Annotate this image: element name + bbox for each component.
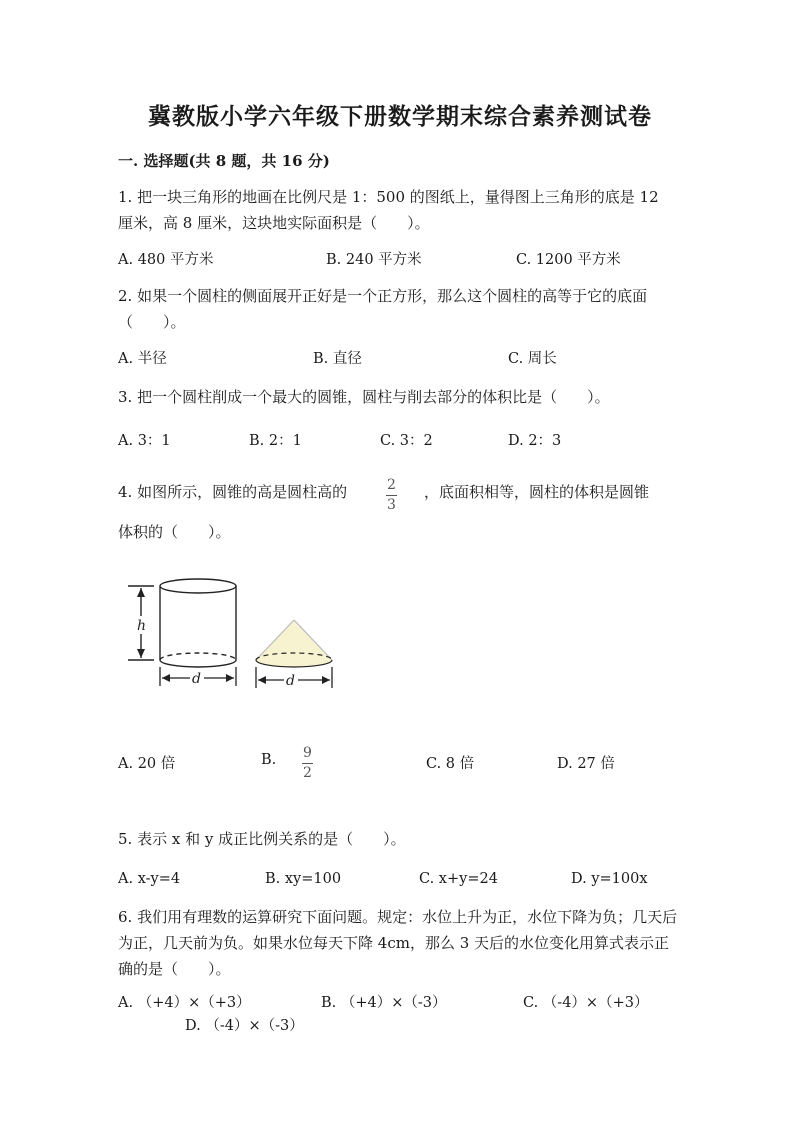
question-6-text: 6. 我们用有理数的运算研究下面问题。规定：水位上升为正，水位下降为负；几天后为正，几天前为负。如果水位每天下降 4cm，那么 3 天后的水位变化用算式表示正确的是（ ）。 <box>118 908 678 978</box>
q1-option-b[interactable]: B. 240 平方米 <box>326 252 422 268</box>
cone-shape <box>256 620 332 667</box>
question-4-text-part2: ，底面积相等，圆柱的体积是圆锥 <box>424 483 650 501</box>
q3-option-d[interactable]: D. 2：3 <box>508 433 562 449</box>
q4-fraction-denominator: 3 <box>387 497 396 513</box>
q4-fraction <box>386 478 397 513</box>
q5-option-c[interactable]: C. x+y=24 <box>419 871 498 887</box>
question-4-text-part1: 4. 如图所示，圆锥的高是圆柱高的 <box>118 483 348 501</box>
q4-option-b-prefix[interactable]: B. <box>261 752 277 768</box>
q6-option-d[interactable]: D. （-4）×（-3） <box>185 1018 304 1034</box>
q5-option-b[interactable]: B. xy=100 <box>265 871 342 887</box>
question-2-text: 2. 如果一个圆柱的侧面展开正好是一个正方形，那么这个圆柱的高等于它的底面（ ）。 <box>118 287 648 331</box>
q4-figure <box>118 570 348 700</box>
q3-option-b[interactable]: B. 2：1 <box>249 433 302 449</box>
question-4-text-line2: 体积的（ ）。 <box>118 523 231 541</box>
q4-option-b-fraction <box>302 746 313 781</box>
q4-option-a[interactable]: A. 20 倍 <box>118 756 176 772</box>
q1-option-a[interactable]: A. 480 平方米 <box>118 252 214 268</box>
fraction-bar <box>302 763 313 764</box>
q4-option-d[interactable]: D. 27 倍 <box>557 756 615 772</box>
q6-option-c[interactable]: C. （-4）×（+3） <box>523 995 649 1011</box>
cone-diameter-label: d <box>286 673 295 689</box>
q2-option-c[interactable]: C. 周长 <box>508 351 557 367</box>
q4-option-b-numerator: 9 <box>303 745 312 761</box>
q3-option-a[interactable]: A. 3：1 <box>118 433 171 449</box>
q5-option-d[interactable]: D. y=100x <box>571 871 648 887</box>
q4-option-b-denominator: 2 <box>303 765 312 781</box>
fraction-bar <box>386 495 397 496</box>
question-1-text: 1. 把一块三角形的地画在比例尺是 1：500 的图纸上，量得图上三角形的底是 12 厘米，高 8 厘米，这块地实际面积是（ ）。 <box>118 188 659 232</box>
q5-option-a[interactable]: A. x-y=4 <box>118 871 181 887</box>
q6-option-a[interactable]: A. （+4）×（+3） <box>118 995 251 1011</box>
q6-option-b[interactable]: B. （+4）×（-3） <box>321 995 447 1011</box>
page-title: 冀教版小学六年级下册数学期末综合素养测试卷 <box>148 103 652 130</box>
q4-fraction-numerator: 2 <box>387 477 396 493</box>
height-label: h <box>137 618 147 634</box>
q2-option-a[interactable]: A. 半径 <box>118 351 167 367</box>
question-5-text: 5. 表示 x 和 y 成正比例关系的是（ ）。 <box>118 830 406 848</box>
q3-option-c[interactable]: C. 3：2 <box>380 433 433 449</box>
q4-option-c[interactable]: C. 8 倍 <box>426 756 475 772</box>
question-3-text: 3. 把一个圆柱削成一个最大的圆锥，圆柱与削去部分的体积比是（ ）。 <box>118 388 610 406</box>
cylinder-shape <box>160 579 236 667</box>
q1-option-c[interactable]: C. 1200 平方米 <box>516 252 621 268</box>
section-heading: 一. 选择题(共 8 题，共 16 分) <box>118 152 330 170</box>
cylinder-diameter-label: d <box>192 671 201 687</box>
q2-option-b[interactable]: B. 直径 <box>313 351 362 367</box>
